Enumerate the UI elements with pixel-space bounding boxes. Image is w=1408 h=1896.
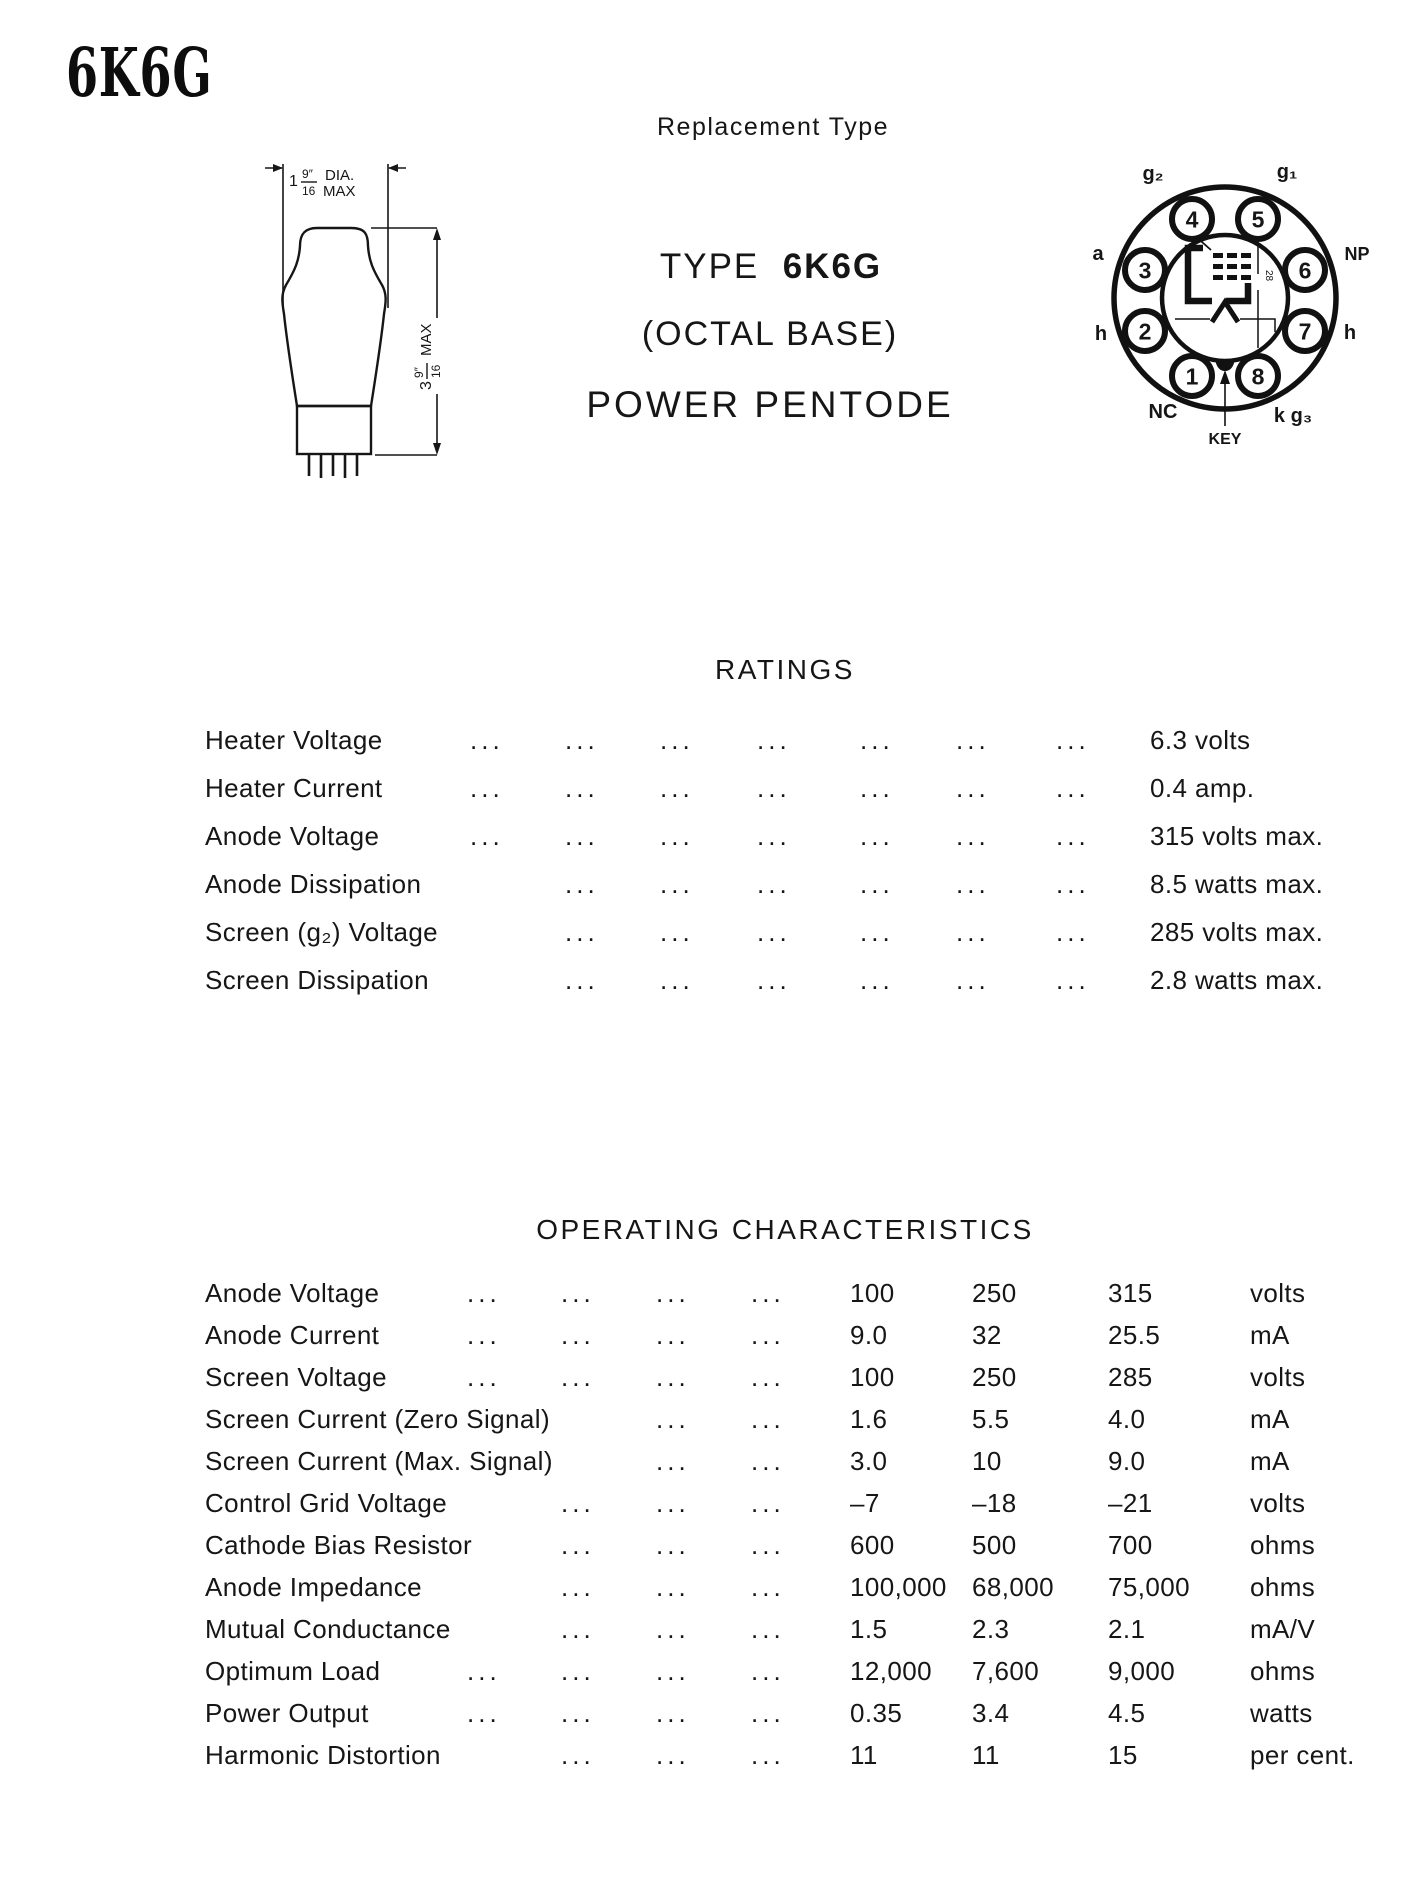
device-title: POWER PENTODE [586, 384, 954, 425]
svg-text:MAX: MAX [323, 183, 356, 200]
dot-leader: ... [561, 1278, 595, 1308]
key-arrowhead [1220, 370, 1230, 384]
pin-1-number: 1 [1185, 363, 1199, 390]
dot-leader: ... [751, 1530, 785, 1560]
label-key: KEY [1208, 431, 1242, 448]
dot-leader: ... [860, 917, 894, 947]
operating-row-value: 2.1 [1108, 1614, 1146, 1644]
dot-leader: ... [561, 1530, 595, 1560]
dot-leader: ... [470, 725, 504, 755]
operating-row-unit: mA [1250, 1404, 1290, 1434]
operating-row-unit: volts [1250, 1362, 1306, 1392]
dot-leader: ... [757, 869, 791, 899]
ratings-row-value: 315 volts max. [1150, 821, 1324, 851]
label-np: NP [1344, 244, 1370, 264]
dot-leader: ... [565, 917, 599, 947]
ratings-row-label: Anode Voltage [205, 821, 380, 851]
operating-row-value: 9.0 [850, 1320, 888, 1350]
base-title: (OCTAL BASE) [641, 315, 899, 353]
operating-row-value: 100,000 [850, 1572, 947, 1602]
dot-leader: ... [757, 821, 791, 851]
operating-row [0, 1698, 1408, 1734]
svg-text:9″: 9″ [412, 367, 426, 378]
dot-leader: ... [656, 1614, 690, 1644]
dot-leader: ... [751, 1278, 785, 1308]
operating-row-value: 315 [1108, 1278, 1153, 1308]
dot-leader: ... [757, 773, 791, 803]
key-notch [1215, 359, 1235, 371]
operating-row-value: 32 [972, 1320, 1002, 1350]
dot-leader: ... [956, 917, 990, 947]
dot-leader: ... [561, 1698, 595, 1728]
operating-heading: OPERATING CHARACTERISTICS [536, 1214, 1034, 1245]
svg-text:9″: 9″ [302, 167, 313, 181]
dot-leader: ... [757, 917, 791, 947]
label-g2: g₂ [1142, 163, 1164, 185]
svg-text:DIA.: DIA. [325, 167, 355, 184]
operating-row-value: 4.0 [1108, 1404, 1146, 1434]
operating-row-value: 2.3 [972, 1614, 1010, 1644]
dot-leader: ... [751, 1740, 785, 1770]
ratings-row [0, 821, 1408, 857]
dot-leader: ... [660, 773, 694, 803]
operating-row [0, 1362, 1408, 1398]
label-heater-left: h [1094, 323, 1108, 345]
ratings-row [0, 725, 1408, 761]
dot-leader: ... [860, 965, 894, 995]
pin-2-number: 2 [1138, 318, 1152, 345]
ratings-row-label: Screen (g₂) Voltage [205, 917, 439, 947]
type-prefix: TYPE [659, 247, 760, 286]
operating-row [0, 1404, 1408, 1440]
label-g1: g₁ [1276, 161, 1298, 183]
tube-pins [309, 454, 357, 478]
dot-leader: ... [660, 965, 694, 995]
dot-leader: ... [751, 1698, 785, 1728]
operating-row-value: –21 [1108, 1488, 1153, 1518]
dot-leader: ... [467, 1698, 501, 1728]
dot-leader: ... [757, 725, 791, 755]
pin-7-number: 7 [1298, 318, 1312, 345]
replacement-type-label: Replacement Type [657, 113, 889, 141]
operating-row-label: Anode Impedance [205, 1572, 423, 1602]
operating-row [0, 1614, 1408, 1650]
operating-row-value: 5.5 [972, 1404, 1010, 1434]
operating-row-value: 3.4 [972, 1698, 1010, 1728]
ratings-row-label: Screen Dissipation [205, 965, 429, 995]
operating-row-label: Mutual Conductance [205, 1614, 451, 1644]
dot-leader: ... [660, 917, 694, 947]
operating-row-value: 10 [972, 1446, 1002, 1476]
operating-row-value: 25.5 [1108, 1320, 1161, 1350]
height-label [412, 323, 443, 390]
ratings-row-label: Anode Dissipation [205, 869, 422, 899]
brand-logo: 6K6G [66, 34, 213, 113]
ratings-row [0, 917, 1408, 953]
dot-leader: ... [656, 1698, 690, 1728]
operating-row [0, 1446, 1408, 1482]
ratings-row [0, 869, 1408, 905]
dot-leader: ... [751, 1572, 785, 1602]
dot-leader: ... [751, 1404, 785, 1434]
dot-leader: ... [656, 1656, 690, 1686]
operating-row-unit: mA [1250, 1320, 1290, 1350]
operating-row-value: 4.5 [1108, 1698, 1146, 1728]
operating-row-unit: watts [1250, 1698, 1313, 1728]
dot-leader: ... [656, 1278, 690, 1308]
dot-leader: ... [860, 725, 894, 755]
operating-row-value: 600 [850, 1530, 895, 1560]
dot-leader: ... [751, 1488, 785, 1518]
operating-row-unit: mA [1250, 1446, 1290, 1476]
operating-row [0, 1572, 1408, 1608]
dot-leader: ... [656, 1530, 690, 1560]
dot-leader: ... [467, 1362, 501, 1392]
pin-5-number: 5 [1251, 206, 1265, 233]
operating-row-value: 500 [972, 1530, 1017, 1560]
dot-leader: ... [660, 869, 694, 899]
dot-leader: ... [467, 1320, 501, 1350]
label-nc: NC [1148, 401, 1178, 423]
dot-leader: ... [656, 1572, 690, 1602]
svg-text:1: 1 [289, 173, 298, 190]
dot-leader: ... [565, 965, 599, 995]
operating-row-value: 75,000 [1108, 1572, 1190, 1602]
dot-leader: ... [751, 1614, 785, 1644]
dot-leader: ... [565, 773, 599, 803]
type-title [660, 247, 882, 287]
operating-row-value: 700 [1108, 1530, 1153, 1560]
operating-row-label: Cathode Bias Resistor [205, 1530, 473, 1560]
dot-leader: ... [656, 1446, 690, 1476]
dot-leader: ... [751, 1446, 785, 1476]
dot-leader: ... [751, 1656, 785, 1686]
operating-row [0, 1740, 1408, 1776]
dot-leader: ... [757, 965, 791, 995]
svg-text:16: 16 [302, 184, 316, 198]
tube-outline-drawing [225, 128, 475, 488]
operating-row-value: –7 [850, 1488, 880, 1518]
operating-row-unit: volts [1250, 1488, 1306, 1518]
dot-leader: ... [956, 821, 990, 851]
operating-row-value: 3.0 [850, 1446, 888, 1476]
operating-row-label: Control Grid Voltage [205, 1488, 448, 1518]
pin-3-number: 3 [1138, 257, 1152, 284]
dot-leader: ... [1056, 965, 1090, 995]
label-anode: a [1092, 243, 1104, 265]
grid-dashes [1213, 253, 1251, 280]
ratings-row-value: 6.3 volts [1150, 725, 1251, 755]
dot-leader: ... [656, 1740, 690, 1770]
dot-leader: ... [1056, 917, 1090, 947]
pin-4-number: 4 [1185, 206, 1199, 233]
operating-row-value: 68,000 [972, 1572, 1054, 1602]
operating-row-unit: ohms [1250, 1656, 1316, 1686]
electrode-labels [1092, 161, 1369, 448]
dot-leader: ... [956, 725, 990, 755]
dot-leader: ... [656, 1320, 690, 1350]
operating-row-value: 9,000 [1108, 1656, 1176, 1686]
svg-text:16: 16 [429, 364, 443, 378]
dot-leader: ... [656, 1362, 690, 1392]
label-heater-right: h [1343, 322, 1357, 344]
dot-leader: ... [1056, 725, 1090, 755]
dot-leader: ... [561, 1572, 595, 1602]
ratings-row [0, 773, 1408, 809]
ratings-row-value: 0.4 amp. [1150, 773, 1255, 803]
operating-row-value: –18 [972, 1488, 1017, 1518]
operating-row [0, 1530, 1408, 1566]
operating-row-value: 0.35 [850, 1698, 903, 1728]
dot-leader: ... [1056, 869, 1090, 899]
pin-8-number: 8 [1251, 363, 1265, 390]
type-name: 6K6G [782, 247, 883, 286]
dot-leader: ... [561, 1740, 595, 1770]
operating-row-value: 250 [972, 1278, 1017, 1308]
dot-leader: ... [561, 1656, 595, 1686]
operating-row-label: Harmonic Distortion [205, 1740, 441, 1770]
dot-leader: ... [956, 965, 990, 995]
operating-row-value: 1.6 [850, 1404, 888, 1434]
operating-row-value: 15 [1108, 1740, 1138, 1770]
svg-text:3: 3 [418, 381, 435, 390]
dot-leader: ... [860, 869, 894, 899]
operating-row-label: Power Output [205, 1698, 369, 1728]
dot-leader: ... [565, 725, 599, 755]
dot-leader: ... [751, 1362, 785, 1392]
operating-row-value: 100 [850, 1362, 895, 1392]
dot-leader: ... [956, 773, 990, 803]
dot-leader: ... [470, 773, 504, 803]
dot-leader: ... [1056, 773, 1090, 803]
operating-row-value: 11 [972, 1740, 1000, 1770]
operating-row-value: 250 [972, 1362, 1017, 1392]
operating-row-value: 11 [850, 1740, 878, 1770]
dot-leader: ... [660, 821, 694, 851]
operating-row-label: Optimum Load [205, 1656, 381, 1686]
pin-6-number: 6 [1298, 257, 1312, 284]
operating-row-value: 1.5 [850, 1614, 888, 1644]
diameter-label [289, 167, 356, 200]
dot-leader: ... [565, 821, 599, 851]
dot-leader: ... [751, 1320, 785, 1350]
label-k-g3: k g₃ [1273, 405, 1313, 427]
dot-leader: ... [467, 1278, 501, 1308]
operating-row-label: Screen Current (Zero Signal) [205, 1404, 550, 1434]
operating-row [0, 1656, 1408, 1692]
operating-row [0, 1488, 1408, 1524]
dot-leader: ... [860, 773, 894, 803]
dot-leader: ... [565, 869, 599, 899]
operating-row-label: Screen Current (Max. Signal) [205, 1446, 553, 1476]
glass-envelope [282, 228, 385, 406]
dot-leader: ... [660, 725, 694, 755]
operating-row-label: Anode Current [205, 1320, 380, 1350]
ratings-row-label: Heater Voltage [205, 725, 383, 755]
ratings-row [0, 965, 1408, 1001]
ratings-heading: RATINGS [715, 654, 855, 685]
operating-row [0, 1320, 1408, 1356]
ratings-row-value: 8.5 watts max. [1150, 869, 1324, 899]
dot-leader: ... [1056, 821, 1090, 851]
operating-row-value: 9.0 [1108, 1446, 1146, 1476]
dot-leader: ... [561, 1614, 595, 1644]
dot-leader: ... [656, 1404, 690, 1434]
operating-row-unit: ohms [1250, 1572, 1316, 1602]
svg-text:28: 28 [1263, 270, 1274, 282]
operating-row-value: 285 [1108, 1362, 1153, 1392]
dot-leader: ... [561, 1362, 595, 1392]
dot-leader: ... [470, 821, 504, 851]
dot-leader: ... [860, 821, 894, 851]
operating-row-label: Screen Voltage [205, 1362, 387, 1392]
operating-row-unit: per cent. [1250, 1740, 1355, 1770]
operating-row-unit: ohms [1250, 1530, 1316, 1560]
dot-leader: ... [656, 1488, 690, 1518]
operating-row-unit: volts [1250, 1278, 1306, 1308]
octal-base-diagram [1085, 152, 1385, 452]
tube-base [297, 406, 371, 454]
ratings-row-value: 285 volts max. [1150, 917, 1324, 947]
svg-text:MAX: MAX [418, 323, 435, 356]
dot-leader: ... [561, 1320, 595, 1350]
dot-leader: ... [956, 869, 990, 899]
operating-row-value: 12,000 [850, 1656, 932, 1686]
dot-leader: ... [561, 1488, 595, 1518]
operating-row-label: Anode Voltage [205, 1278, 380, 1308]
operating-row-value: 100 [850, 1278, 895, 1308]
operating-row [0, 1278, 1408, 1314]
ratings-row-value: 2.8 watts max. [1150, 965, 1324, 995]
operating-row-value: 7,600 [972, 1656, 1040, 1686]
operating-row-unit: mA/V [1250, 1614, 1316, 1644]
ratings-row-label: Heater Current [205, 773, 383, 803]
dot-leader: ... [467, 1656, 501, 1686]
